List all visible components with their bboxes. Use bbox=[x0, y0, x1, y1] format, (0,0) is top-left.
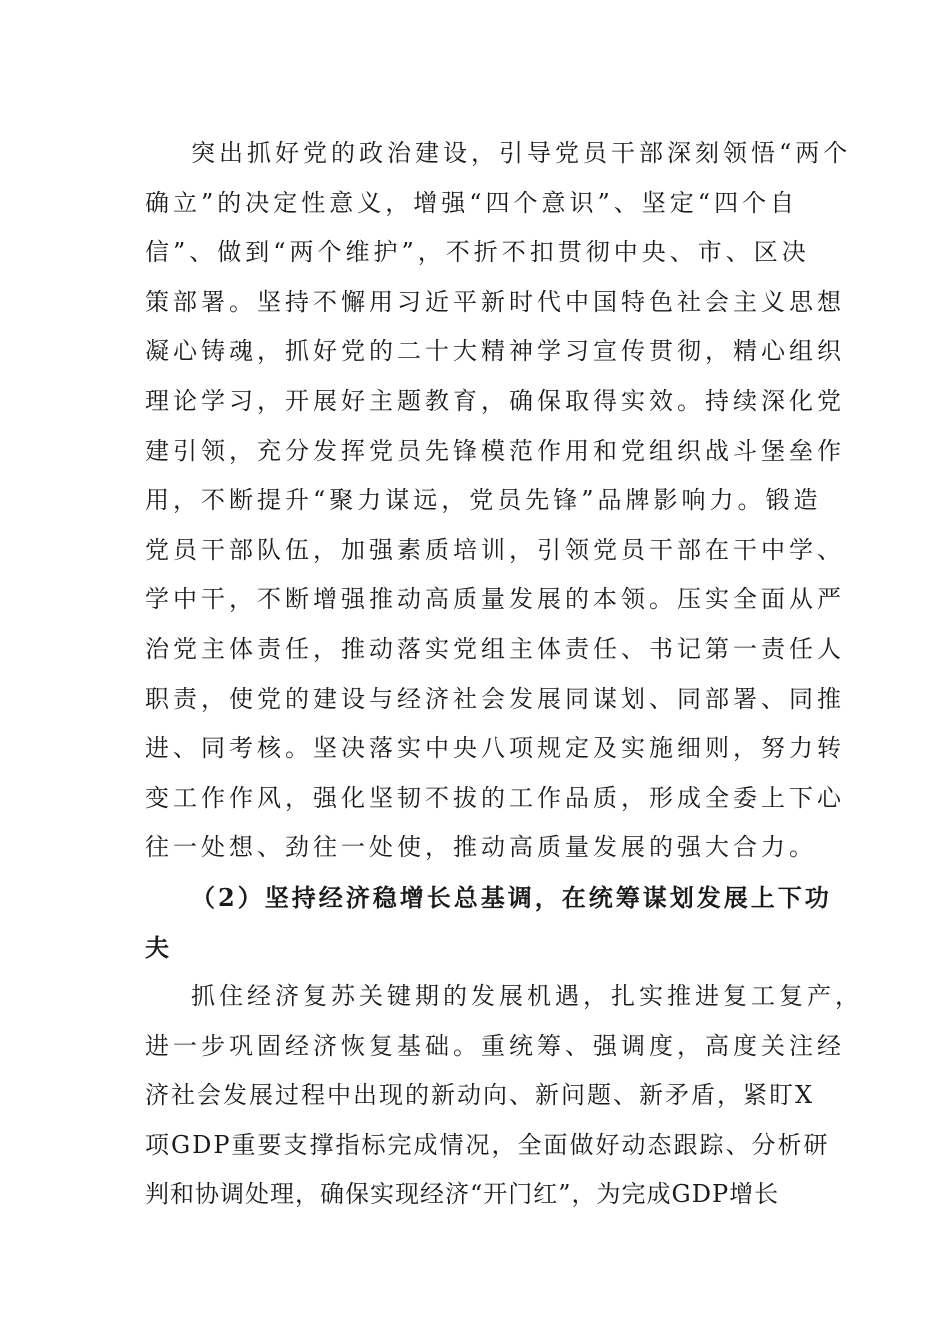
paragraph-line: 学中干，不断增强推动高质量发展的本领。压实全面从严 bbox=[145, 585, 845, 614]
paragraph-line: 突出抓好党的政治建设，引导党员干部深刻领悟“两个 bbox=[191, 139, 852, 167]
paragraph-line: 建引领，充分发挥党员先锋模范作用和党组织战斗堡垒作 bbox=[145, 436, 845, 465]
paragraph-line: 策部署。坚持不懈用习近平新时代中国特色社会主义思想 bbox=[145, 287, 845, 316]
paragraph-line: 往一处想、劲往一处使，推动高质量发展的强大合力。 bbox=[145, 833, 817, 862]
paragraph-line: 进、同考核。坚决落实中央八项规定及实施细则，努力转 bbox=[145, 734, 845, 763]
paragraph-line: 信”、做到“两个维护”，不折不扣贯彻中央、市、区决 bbox=[145, 238, 810, 267]
paragraph-economic-growth bbox=[145, 972, 863, 1220]
paragraph-line: 用，不断提升“聚力谋远，党员先锋”品牌影响力。锻造 bbox=[145, 486, 822, 515]
paragraph-line: 治党主体责任，推动落实党组主体责任、书记第一责任人 bbox=[145, 634, 845, 663]
section-heading bbox=[145, 873, 832, 972]
paragraph-line: 抓住经济复苏关键期的发展机遇，扎实推进复工复产， bbox=[191, 982, 863, 1011]
paragraph-line: 项GDP重要支撑指标完成情况，全面做好动态跟踪、分析研 bbox=[145, 1130, 830, 1159]
paragraph-line: 确立”的决定性意义，增强“四个意识”、坚定“四个自 bbox=[145, 188, 799, 217]
paragraph-party-building bbox=[145, 129, 852, 873]
paragraph-line: 职责，使党的建设与经济社会发展同谋划、同部署、同推 bbox=[145, 684, 845, 713]
paragraph-line: 济社会发展过程中出现的新动向、新问题、新矛盾，紧盯X bbox=[145, 1081, 815, 1110]
paragraph-line: 理论学习，开展好主题教育，确保取得实效。持续深化党 bbox=[145, 386, 845, 415]
heading-line: （2）坚持经济稳增长总基调，在统筹谋划发展上下功 bbox=[191, 882, 832, 912]
paragraph-line: 凝心铸魂，抓好党的二十大精神学习宣传贯彻，精心组织 bbox=[145, 337, 845, 366]
paragraph-line: 变工作作风，强化坚韧不拔的工作品质，形成全委上下心 bbox=[145, 783, 845, 812]
heading-line: 夫 bbox=[145, 932, 172, 962]
paragraph-line: 判和协调处理，确保实现经济“开门红”，为完成GDP增长 bbox=[145, 1180, 780, 1209]
paragraph-line: 进一步巩固经济恢复基础。重统筹、强调度，高度关注经 bbox=[145, 1031, 845, 1060]
document-body bbox=[145, 129, 863, 1220]
paragraph-line: 党员干部队伍，加强素质培训，引领党员干部在干中学、 bbox=[145, 535, 845, 564]
